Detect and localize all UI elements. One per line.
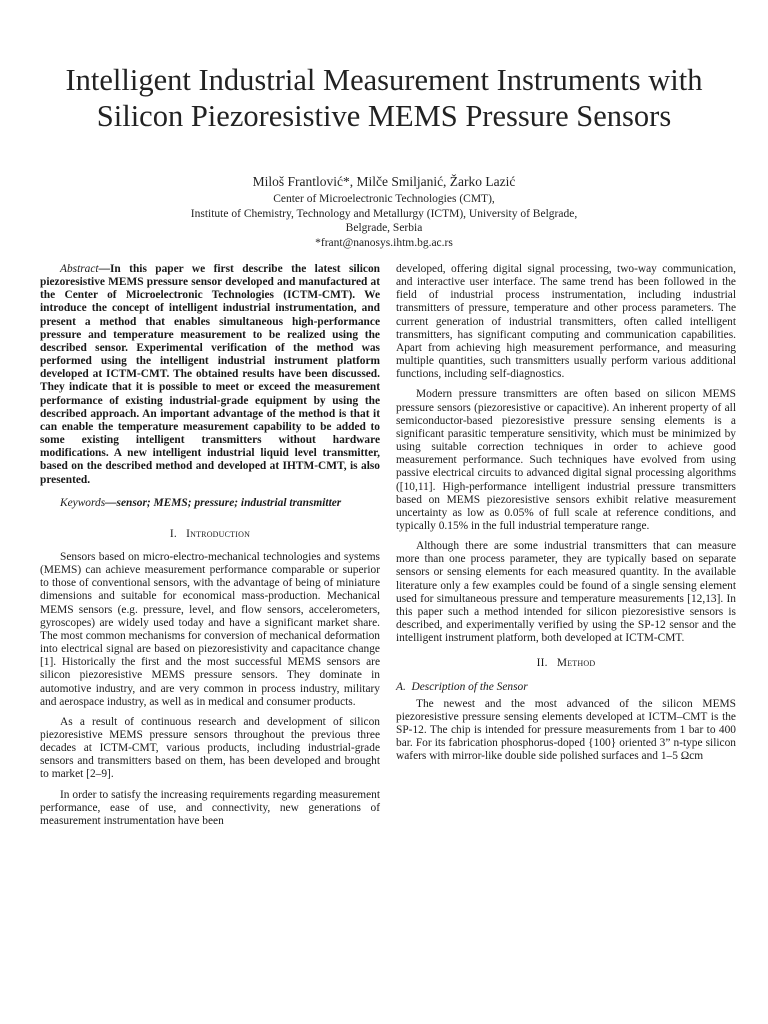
- affiliation-block: [30, 192, 738, 250]
- affiliation-line: Center of Microelectronic Technologies (CMT),: [273, 193, 495, 205]
- abstract-lead: Abstract: [60, 263, 99, 275]
- subsection-heading-sensor: [396, 681, 736, 694]
- subsection-title: Description of the Sensor: [411, 680, 528, 693]
- intro-paragraph-3-continued: developed, offering digital signal processing, two-way communication, and interactive user interface. The same trend has been followed in the field of industrial process instrumentation, including industrial transmitters of pressure, temperature and other process parameters. The current generation of industrial transmitters, often called intelligent transmitters, has significant computing and communication capabilities. Apart from achieving high measurement performance, and measuring multiple quantities, such transmitters usually perform various additional functions, including self-diagnostics.: [396, 263, 736, 381]
- affiliation-line: Belgrade, Serbia: [345, 222, 423, 235]
- section-title: Method: [556, 657, 596, 670]
- abstract: [40, 263, 380, 487]
- author-email: *frant@nanosys.ihtm.bg.ac.rs: [315, 236, 453, 249]
- intro-paragraph-2: As a result of continuous research and development of silicon piezoresistive MEMS pressure sensors throughout the previous three decades at ICTM-CMT, various products, including industrial-grade sensors and transmitters based on them, has been developed and brought to market [2–9].: [40, 715, 380, 781]
- keywords-text: —sensor; MEMS; pressure; industrial transmitter: [105, 496, 342, 509]
- intro-paragraph-5: Although there are some industrial transmitters that can measure more than one process parameter, they are typically based on separate sensors or sensing elements for each measured quantity. In the available literature only a few examples could be found of a single sensing element used for simultaneous pressure and temperature measurements [12,13]. In this paper such a method intended for silicon piezoresistive sensors is described, and experimentally verified by using the SP-12 sensor and the intelligent instrument platform, both developed at ICTM-CMT.: [396, 540, 736, 645]
- intro-paragraph-1: Sensors based on micro-electro-mechanical technologies and systems (MEMS) can achieve measurement performance comparable or superior to those of conventional sensors, with the advantage of being of miniature dimensions and suitable for economical mass-production. Mechanical MEMS sensors (e.g. pressure, level, and flow sensors, accelerometers, gyroscopes) are widely used today and have a significant market share. The most common mechanisms for conversion of mechanical deformation into electrical signal are based on piezoresistivity and capacitance change [1]. Historically the first and the most successful MEMS sensors are silicon piezoresistive MEMS pressure sensors. They dominate in automotive industry, and are very common in process industry, military and aerospace industry, as well as in medical and consumer products.: [40, 550, 380, 708]
- left-column: [40, 263, 380, 835]
- section-heading-method: [396, 657, 736, 670]
- section-title: Introduction: [186, 527, 251, 540]
- abstract-text: —In this paper we first describe the latest silicon piezoresistive MEMS pressure sensor developed and manufactured at the Center of Microelectronic Technologies (ICTM-CMT). We introduce the concept of intelligent industrial instrumentation, and present a method that enables simultaneous high-performance pressure and temperature measurement to be realized using the described sensor. Experimental verification of the method was performed using the intelligent industrial instrument platform developed at ICTM-CMT. The obtained results have been discussed. They indicate that it is possible to meet or exceed the measurement performance of existing industrial-grade equipment by using the described approach. An important advantage of the method is that it can enable the temperature measurement capability to be added to some existing intelligent transmitters without hardware modifications. A new intelligent industrial liquid level transmitter, based on the described method and developed at IHTM-CMT, is also presented.: [40, 263, 380, 486]
- keywords-lead: Keywords: [60, 496, 106, 509]
- affiliation-line: Institute of Chemistry, Technology and Metallurgy (ICTM), University of Belgrade,: [190, 207, 578, 220]
- section-number: I.: [169, 527, 177, 540]
- intro-paragraph-4: Modern pressure transmitters are often based on silicon MEMS pressure sensors (piezoresistive or capacitive). An inherent property of all semiconductor-based piezoresistive pressure sensing elements is a significant parasitic temperature sensitivity, which must be minimized by using suitable correction techniques in order to achieve good measurement performance. Such techniques have evolved from using passive electrical circuits to advanced digital signal processing algorithms ([10,11]. High-performance intelligent industrial pressure transmitters based on MEMS piezoresistive sensors exhibit relative measurement uncertainty as low as 0.05% of full scale at reference conditions, and typically 0.15% in the full industrial temperature range.: [396, 388, 736, 532]
- right-column: [396, 263, 736, 770]
- intro-paragraph-3-start: In order to satisfy the increasing requirements regarding measurement performance, ease of use, and connectivity, new generations of measurement instrumentation have been: [40, 788, 380, 827]
- method-paragraph-1: The newest and the most advanced of the silicon MEMS piezoresistive pressure sensing elements developed at ICTM–CMT is the SP-12. The chip is intended for pressure measurements from 1 bar to 400 bar. For its fabrication phosphorus-doped {100} oriented 3” n-type silicon wafers with mirror-like double side polished surfaces and 1–5 Ωcm: [396, 697, 736, 763]
- section-number: II.: [536, 657, 548, 670]
- paper-title: Intelligent Industrial Measurement Instruments with Silicon Piezoresistive MEMS Pressure Sensors: [65, 63, 703, 133]
- subsection-letter: A.: [396, 680, 406, 693]
- section-heading-introduction: [40, 528, 380, 541]
- keywords: [40, 497, 380, 510]
- author-list: Miloš Frantlović*, Milče Smiljanić, Žarko Lazić: [252, 174, 516, 189]
